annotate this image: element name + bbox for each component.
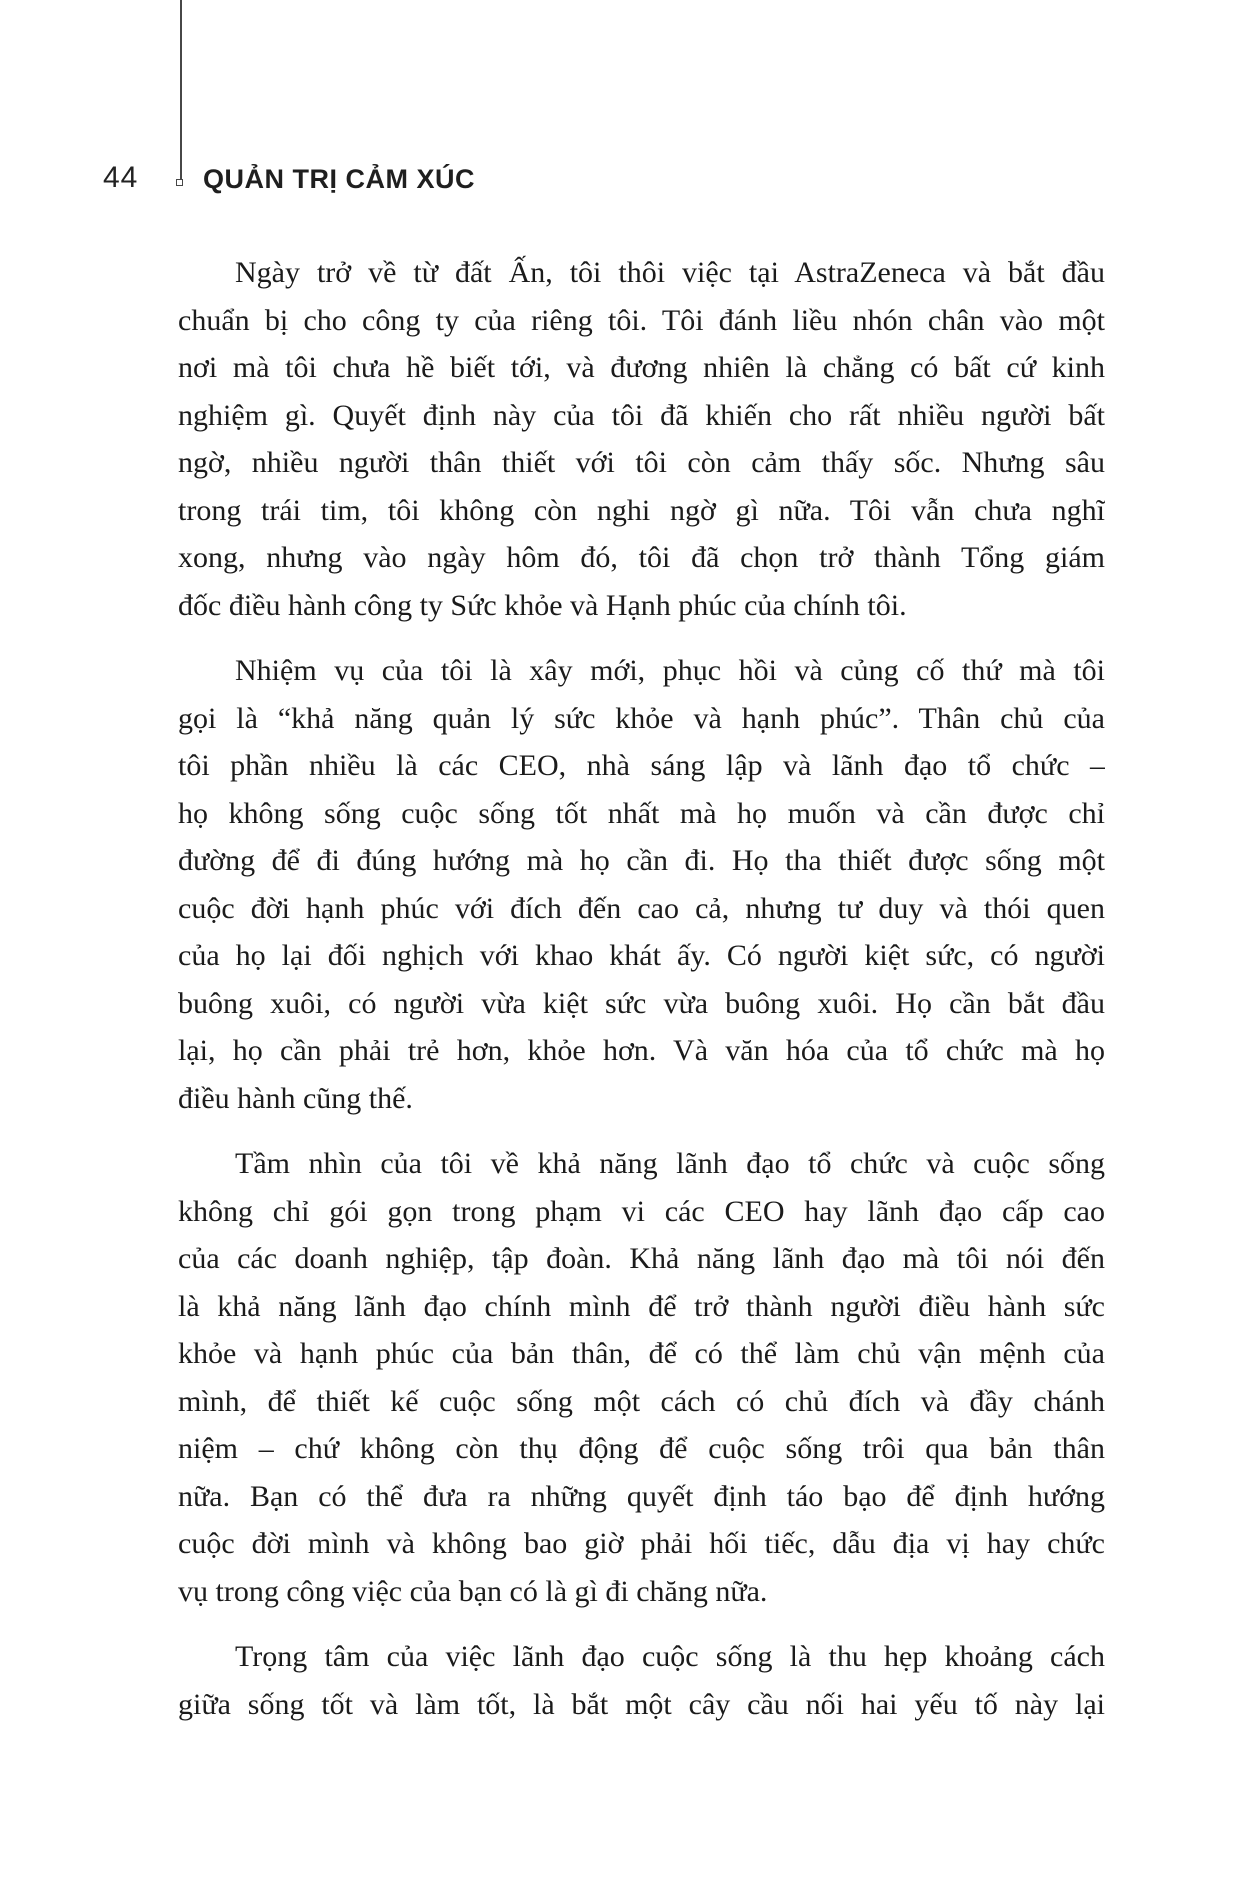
- text-line: không chỉ gói gọn trong phạm vi các CEO hay lãnh đạo cấp cao: [178, 1194, 1105, 1228]
- text-line: nữa. Bạn có thể đưa ra những quyết định táo bạo để định hướng: [178, 1479, 1105, 1513]
- text-line: nơi mà tôi chưa hề biết tới, và đương nhiên là chẳng có bất cứ kinh: [178, 351, 1105, 384]
- margin-rule-line: [180, 0, 182, 180]
- paragraph: [178, 647, 1105, 1122]
- text-line: cuộc đời hạnh phúc với đích đến cao cả, nhưng tư duy và thói quen: [178, 891, 1105, 925]
- text-line: gọi là “khả năng quản lý sức khỏe và hạnh phúc”. Thân chủ của: [178, 701, 1105, 735]
- page-number: 44: [103, 161, 139, 194]
- text-line: xong, nhưng vào ngày hôm đó, tôi đã chọn trở thành Tổng giám: [178, 541, 1105, 574]
- text-line: Ngày trở về từ đất Ấn, tôi thôi việc tại AstraZeneca và bắt đầu: [235, 256, 1105, 289]
- text-line: khỏe và hạnh phúc của bản thân, để có thể làm chủ vận mệnh của: [178, 1337, 1105, 1370]
- text-line: đường để đi đúng hướng mà họ cần đi. Họ tha thiết được sống một: [178, 844, 1105, 877]
- text-line: tôi phần nhiều là các CEO, nhà sáng lập và lãnh đạo tổ chức –: [178, 749, 1105, 782]
- text-line: Nhiệm vụ của tôi là xây mới, phục hồi và củng cố thứ mà tôi: [235, 654, 1105, 687]
- text-line: mình, để thiết kế cuộc sống một cách có chủ đích và đầy chánh: [178, 1384, 1105, 1418]
- text-line: giữa sống tốt và làm tốt, là bắt một cây cầu nối hai yếu tố này lại: [178, 1687, 1105, 1721]
- text-line: chuẩn bị cho công ty của riêng tôi. Tôi đánh liều nhón chân vào một: [178, 303, 1105, 337]
- text-line: niệm – chứ không còn thụ động để cuộc sống trôi qua bản thân: [178, 1432, 1105, 1465]
- text-line: của các doanh nghiệp, tập đoàn. Khả năng lãnh đạo mà tôi nói đến: [178, 1242, 1105, 1275]
- text-line: vụ trong công việc của bạn có là gì đi chăng nữa.: [178, 1574, 768, 1608]
- running-title: QUẢN TRỊ CẢM XÚC: [203, 164, 475, 194]
- text-line: cuộc đời mình và không bao giờ phải hối tiếc, dẫu địa vị hay chức: [178, 1527, 1105, 1560]
- text-line: đốc điều hành công ty Sức khỏe và Hạnh phúc của chính tôi.: [178, 588, 907, 622]
- paragraph: [178, 249, 1105, 629]
- text-line: Tầm nhìn của tôi về khả năng lãnh đạo tổ chức và cuộc sống: [235, 1147, 1105, 1180]
- text-line: họ không sống cuộc sống tốt nhất mà họ muốn và cần được chỉ: [178, 796, 1105, 830]
- text-line: điều hành cũng thế.: [178, 1081, 413, 1115]
- text-line: ngờ, nhiều người thân thiết với tôi còn cảm thấy sốc. Nhưng sâu: [178, 446, 1105, 479]
- text-line: là khả năng lãnh đạo chính mình để trở thành người điều hành sức: [178, 1289, 1105, 1323]
- text-line: của họ lại đối nghịch với khao khát ấy. Có người kiệt sức, có người: [178, 939, 1105, 972]
- text-line: Trọng tâm của việc lãnh đạo cuộc sống là thu hẹp khoảng cách: [235, 1640, 1105, 1673]
- rule-end-square: [176, 179, 183, 186]
- text-line: nghiệm gì. Quyết định này của tôi đã khiến cho rất nhiều người bất: [178, 398, 1105, 432]
- text-line: lại, họ cần phải trẻ hơn, khỏe hơn. Và văn hóa của tổ chức mà họ: [178, 1034, 1105, 1067]
- text-line: trong trái tim, tôi không còn nghi ngờ gì nữa. Tôi vẫn chưa nghĩ: [178, 493, 1105, 527]
- text-line: buông xuôi, có người vừa kiệt sức vừa buông xuôi. Họ cần bắt đầu: [178, 986, 1105, 1020]
- paragraph: [178, 1140, 1105, 1615]
- body-text: [178, 249, 1105, 1728]
- paragraph: [178, 1633, 1105, 1728]
